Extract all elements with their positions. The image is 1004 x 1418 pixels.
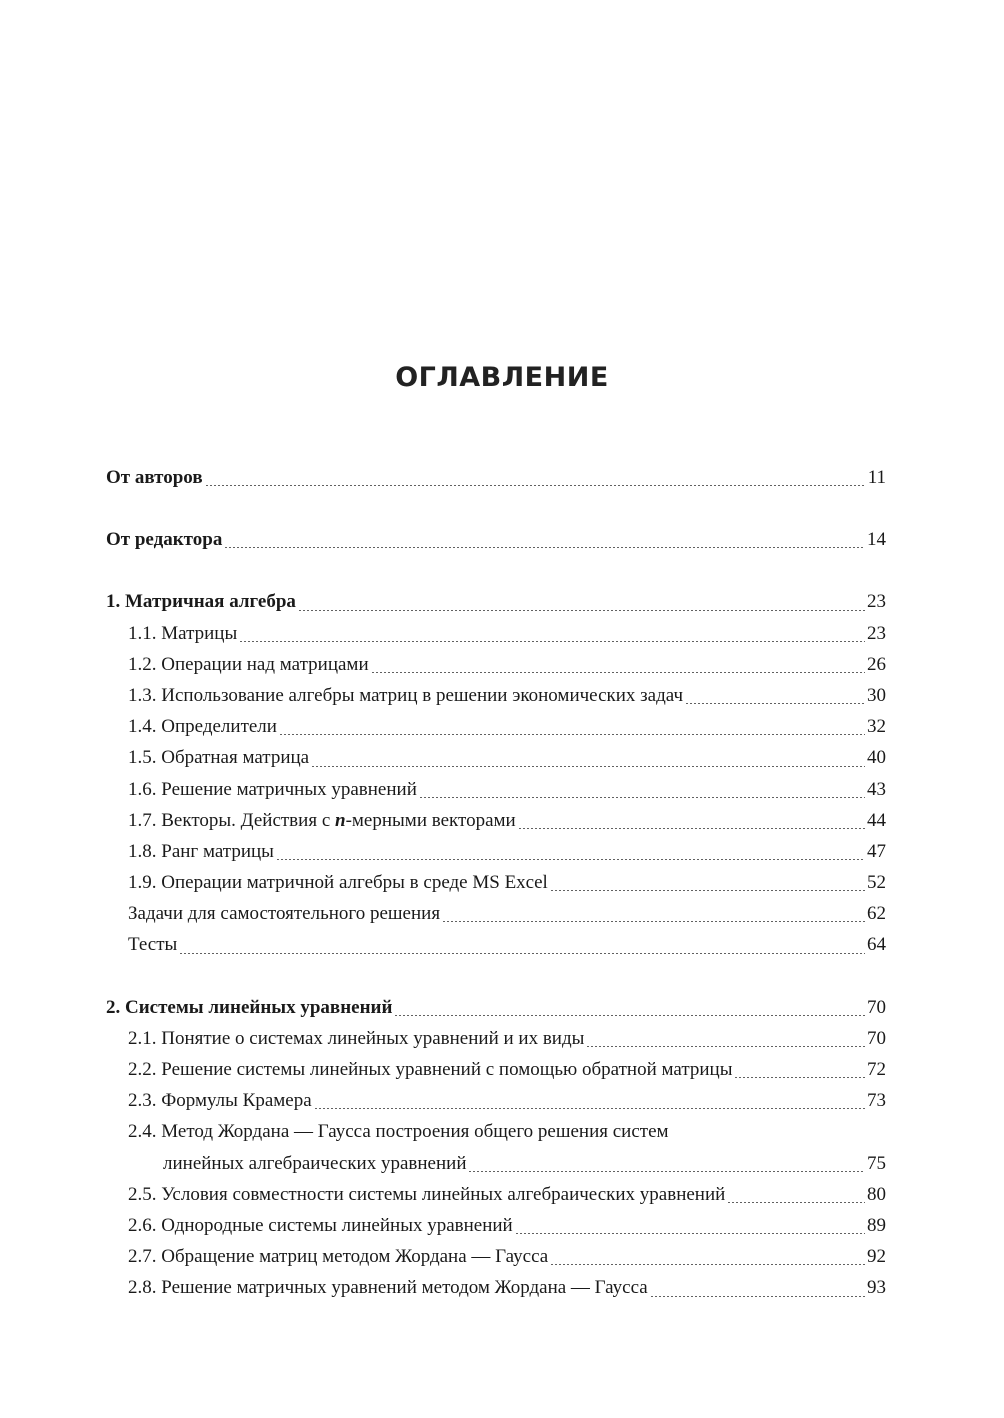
toc-entry-page: 93 xyxy=(867,1277,886,1299)
toc-entry-label: 1.1. Матрицы xyxy=(128,622,238,644)
dot-leader xyxy=(276,859,865,860)
toc-entry-first-line[interactable] xyxy=(106,1116,886,1147)
toc-entry[interactable] xyxy=(106,1241,886,1272)
toc-entry[interactable] xyxy=(106,742,886,773)
toc-entry[interactable] xyxy=(106,1272,886,1303)
toc-entry-label: 1.8. Ранг матрицы xyxy=(128,840,274,862)
toc-entry-label: 2.5. Условия совместности системы линейных алгебраических уравнений xyxy=(128,1183,726,1205)
toc-entry-label xyxy=(128,805,516,836)
toc-entry-page: 72 xyxy=(867,1059,886,1080)
toc-entry-label: 2.4. Метод Жордана — Гаусса построения общего решения систем xyxy=(128,1121,669,1143)
toc-entry-label: 2. Системы линейных уравнений xyxy=(106,996,393,1018)
section-gap xyxy=(106,555,886,586)
toc-entry-label: От авторов xyxy=(106,467,203,488)
toc-entry-label: От редактора xyxy=(106,529,223,551)
toc-entry[interactable] xyxy=(106,711,886,742)
toc-entry[interactable] xyxy=(106,680,886,711)
dot-leader xyxy=(468,1171,865,1172)
toc-entry[interactable] xyxy=(106,929,886,960)
toc-entry[interactable] xyxy=(106,1085,886,1116)
toc-entry[interactable] xyxy=(106,1179,886,1210)
toc-entry-label: 2.8. Решение матричных уравнений методом Жордана — Гаусса xyxy=(128,1277,648,1299)
toc-entry-label: Тесты xyxy=(128,934,178,956)
toc-entry[interactable] xyxy=(106,649,886,680)
toc-entry[interactable] xyxy=(106,462,886,493)
dot-leader xyxy=(179,953,865,954)
dot-leader xyxy=(419,797,865,798)
toc-entry-page: 23 xyxy=(867,622,886,644)
toc-entry-label: 1.2. Операции над матрицами xyxy=(128,653,369,675)
toc-entry-page: 11 xyxy=(867,467,886,488)
table-of-contents xyxy=(106,462,886,1304)
toc-entry[interactable] xyxy=(106,836,886,867)
toc-entry-page: 89 xyxy=(867,1214,886,1236)
toc-entry[interactable] xyxy=(106,898,886,929)
toc-entry-page: 26 xyxy=(867,653,886,675)
label-suffix: -мерными векторами xyxy=(345,809,516,831)
dot-leader xyxy=(311,766,865,767)
dot-leader xyxy=(685,703,865,704)
dot-leader xyxy=(205,485,866,486)
toc-chapter[interactable] xyxy=(106,586,886,617)
dot-leader xyxy=(550,890,865,891)
toc-entry[interactable] xyxy=(106,1023,886,1054)
dot-leader xyxy=(550,1264,865,1265)
toc-entry-page: 92 xyxy=(867,1246,886,1268)
page-title: ОГЛАВЛЕНИЕ xyxy=(395,362,609,393)
dot-leader xyxy=(518,828,865,829)
dot-leader xyxy=(298,610,865,611)
toc-entry-label: 1.4. Определители xyxy=(128,716,277,738)
label-prefix: 1.7. Векторы. Действия с xyxy=(128,809,335,831)
toc-entry-page: 75 xyxy=(867,1152,886,1174)
toc-entry[interactable] xyxy=(106,774,886,805)
dot-leader xyxy=(371,672,865,673)
dot-leader xyxy=(586,1046,865,1047)
toc-entry[interactable] xyxy=(106,618,886,649)
toc-entry-page: 80 xyxy=(867,1183,886,1205)
toc-entry[interactable] xyxy=(106,524,886,555)
dot-leader xyxy=(239,641,865,642)
toc-entry-page: 73 xyxy=(867,1090,886,1112)
toc-entry-page: 62 xyxy=(867,903,886,925)
toc-entry-page: 32 xyxy=(867,716,886,738)
toc-entry-label: 1.3. Использование алгебры матриц в решении экономических задач xyxy=(128,684,683,706)
toc-entry-page: 44 xyxy=(867,809,886,831)
toc-entry-label-cont: линейных алгебраических уравнений xyxy=(163,1152,467,1174)
toc-entry-label: 2.7. Обращение матриц методом Жордана — Гаусса xyxy=(128,1246,549,1268)
toc-entry-page: 14 xyxy=(867,529,886,551)
toc-entry-label: 1.9. Операции матричной алгебры в среде MS Excel xyxy=(128,872,548,894)
toc-entry-page: 70 xyxy=(867,996,886,1018)
toc-chapter[interactable] xyxy=(106,992,886,1023)
section-gap xyxy=(106,493,886,524)
toc-entry-page: 52 xyxy=(867,872,886,894)
toc-entry[interactable] xyxy=(106,867,886,898)
toc-entry-page: 30 xyxy=(867,684,886,706)
dot-leader xyxy=(224,547,865,548)
dot-leader xyxy=(650,1296,865,1297)
dot-leader xyxy=(314,1108,865,1109)
toc-entry-label: 2.3. Формулы Крамера xyxy=(128,1090,312,1112)
toc-entry-label: 2.6. Однородные системы линейных уравнений xyxy=(128,1214,513,1236)
dot-leader xyxy=(394,1015,865,1016)
toc-entry-label: Задачи для самостоятельного решения xyxy=(128,903,441,925)
dot-leader xyxy=(279,734,865,735)
toc-entry-page: 70 xyxy=(867,1027,886,1049)
toc-entry-page: 23 xyxy=(867,591,886,613)
toc-entry-continuation[interactable] xyxy=(106,1148,886,1179)
toc-entry-label: 1.6. Решение матричных уравнений xyxy=(128,778,417,800)
toc-entry-label: 1.5. Обратная матрица xyxy=(128,747,310,769)
section-gap xyxy=(106,961,886,992)
dot-leader xyxy=(515,1233,865,1234)
toc-entry-label: 2.2. Решение системы линейных уравнений с помощью обратной матрицы xyxy=(128,1059,733,1080)
dot-leader xyxy=(442,921,865,922)
toc-entry-label: 1. Матричная алгебра xyxy=(106,591,296,613)
dot-leader xyxy=(734,1077,865,1078)
variable-n: n xyxy=(335,809,346,831)
toc-entry-label: 2.1. Понятие о системах линейных уравнений и их виды xyxy=(128,1027,585,1049)
dot-leader xyxy=(727,1202,865,1203)
toc-entry[interactable] xyxy=(106,1054,886,1085)
toc-entry[interactable] xyxy=(106,1210,886,1241)
toc-entry[interactable] xyxy=(106,805,886,836)
toc-entry-page: 64 xyxy=(867,934,886,956)
toc-entry-page: 43 xyxy=(867,778,886,800)
toc-entry-page: 47 xyxy=(867,840,886,862)
toc-entry-page: 40 xyxy=(867,747,886,769)
